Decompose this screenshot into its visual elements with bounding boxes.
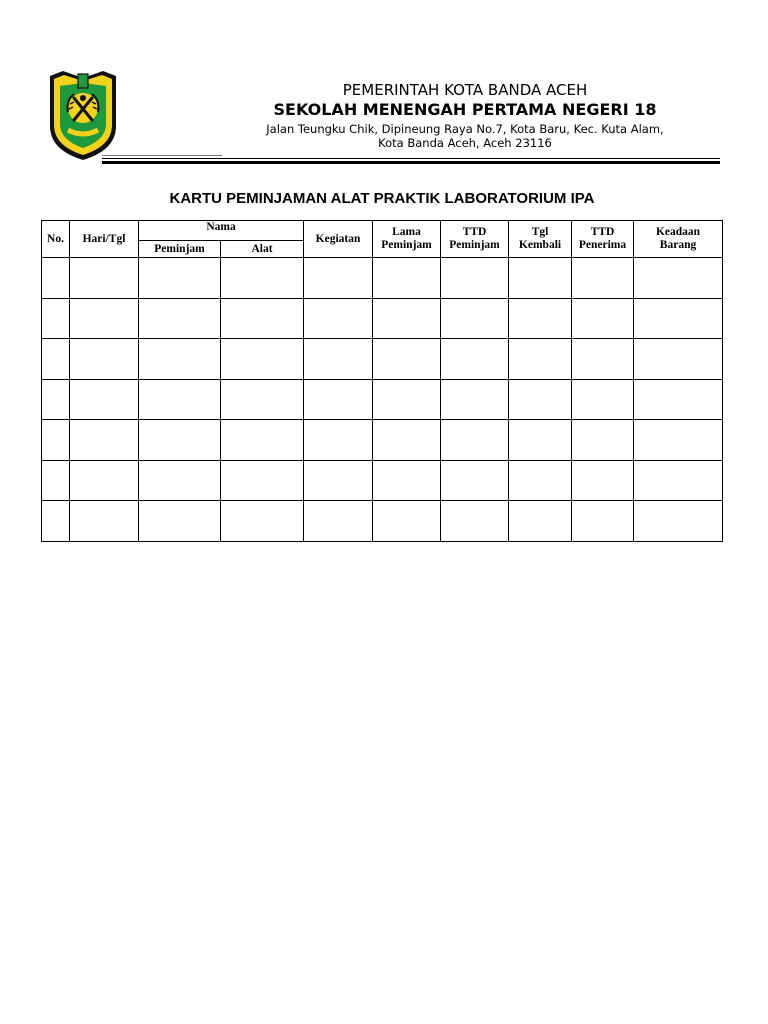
header-duration-line2: Peminjam <box>381 239 432 251</box>
header-activity: Kegiatan <box>304 221 373 258</box>
table-cell <box>139 460 221 501</box>
header-borrower-signature-line2: Peminjam <box>449 239 500 251</box>
header-rule-thin <box>102 158 720 159</box>
table-row <box>42 501 723 542</box>
table-cell <box>441 379 509 420</box>
table-cell <box>70 298 139 339</box>
header-condition-line1: Keadaan <box>655 226 701 238</box>
table-cell <box>634 420 723 461</box>
table-cell <box>221 420 304 461</box>
school-name: SEKOLAH MENENGAH PERTAMA NEGERI 18 <box>273 100 657 119</box>
table-cell <box>572 258 634 299</box>
table-cell <box>373 379 441 420</box>
table-cell <box>304 298 373 339</box>
header-receiver-signature <box>572 221 634 258</box>
table-row <box>42 298 723 339</box>
header-return-date-line1: Tgl <box>531 226 549 238</box>
table-row <box>42 379 723 420</box>
document-title: KARTU PEMINJAMAN ALAT PRAKTIK LABORATORIUM IPA <box>169 190 595 207</box>
table-cell <box>572 420 634 461</box>
table-cell <box>373 298 441 339</box>
header-duration-line1: Lama <box>392 226 421 238</box>
header-borrower-signature-line1: TTD <box>462 226 487 238</box>
header-receiver-signature-line1: TTD <box>590 226 615 238</box>
table-cell <box>634 460 723 501</box>
header-name-group: Nama <box>139 221 304 241</box>
table-cell <box>42 258 70 299</box>
table-cell <box>572 379 634 420</box>
table-cell <box>509 258 572 299</box>
table-cell <box>70 501 139 542</box>
table-cell <box>139 339 221 380</box>
table-cell <box>221 501 304 542</box>
government-name: PEMERINTAH KOTA BANDA ACEH <box>342 81 588 99</box>
table-cell <box>139 379 221 420</box>
table-cell <box>441 298 509 339</box>
banda-aceh-emblem-icon <box>46 68 120 162</box>
table-cell <box>221 258 304 299</box>
loan-table-body <box>42 258 723 542</box>
table-cell <box>304 339 373 380</box>
table-cell <box>139 501 221 542</box>
address-line-1: Jalan Teungku Chik, Dipineung Raya No.7, Kota Baru, Kec. Kuta Alam, <box>266 122 664 136</box>
table-cell <box>221 298 304 339</box>
table-cell <box>304 420 373 461</box>
table-cell <box>373 460 441 501</box>
table-cell <box>373 339 441 380</box>
header-duration <box>373 221 441 258</box>
table-cell <box>42 339 70 380</box>
table-cell <box>221 460 304 501</box>
table-cell <box>304 258 373 299</box>
table-cell <box>70 460 139 501</box>
table-row <box>42 460 723 501</box>
table-cell <box>572 460 634 501</box>
table-cell <box>572 501 634 542</box>
table-row <box>42 258 723 299</box>
table-cell <box>139 258 221 299</box>
header-receiver-signature-line2: Penerima <box>578 239 627 251</box>
header-tool: Alat <box>221 241 304 258</box>
table-cell <box>441 501 509 542</box>
header-rule-thick <box>102 161 720 164</box>
table-cell <box>634 379 723 420</box>
table-cell <box>509 460 572 501</box>
table-cell <box>70 379 139 420</box>
table-row <box>42 339 723 380</box>
table-cell <box>441 460 509 501</box>
table-cell <box>634 258 723 299</box>
table-cell <box>373 420 441 461</box>
table-cell <box>634 501 723 542</box>
table-cell <box>70 420 139 461</box>
table-cell <box>634 339 723 380</box>
table-cell <box>509 339 572 380</box>
header-condition <box>634 221 723 258</box>
header-condition-line2: Barang <box>659 239 697 251</box>
table-cell <box>441 420 509 461</box>
loan-card-table <box>41 220 723 542</box>
address-line-2: Kota Banda Aceh, Aceh 23116 <box>378 136 552 150</box>
table-cell <box>42 501 70 542</box>
table-cell <box>139 298 221 339</box>
table-cell <box>441 258 509 299</box>
table-row <box>42 420 723 461</box>
table-cell <box>221 339 304 380</box>
table-cell <box>42 298 70 339</box>
table-cell <box>304 460 373 501</box>
header-borrower: Peminjam <box>139 241 221 258</box>
table-cell <box>373 501 441 542</box>
header-thin-rule <box>102 155 222 156</box>
table-cell <box>304 501 373 542</box>
table-cell <box>441 339 509 380</box>
table-cell <box>572 298 634 339</box>
table-cell <box>509 379 572 420</box>
table-cell <box>509 501 572 542</box>
table-cell <box>139 420 221 461</box>
table-cell <box>221 379 304 420</box>
table-cell <box>509 420 572 461</box>
table-cell <box>509 298 572 339</box>
header-return-date-line2: Kembali <box>518 239 562 251</box>
header-borrower-signature <box>441 221 509 258</box>
header-no: No. <box>42 221 70 258</box>
header-return-date <box>509 221 572 258</box>
table-cell <box>70 258 139 299</box>
table-cell <box>304 379 373 420</box>
table-cell <box>634 298 723 339</box>
table-cell <box>572 339 634 380</box>
table-cell <box>42 379 70 420</box>
table-cell <box>42 460 70 501</box>
header-date: Hari/Tgl <box>70 221 139 258</box>
table-cell <box>373 258 441 299</box>
table-cell <box>42 420 70 461</box>
table-cell <box>70 339 139 380</box>
